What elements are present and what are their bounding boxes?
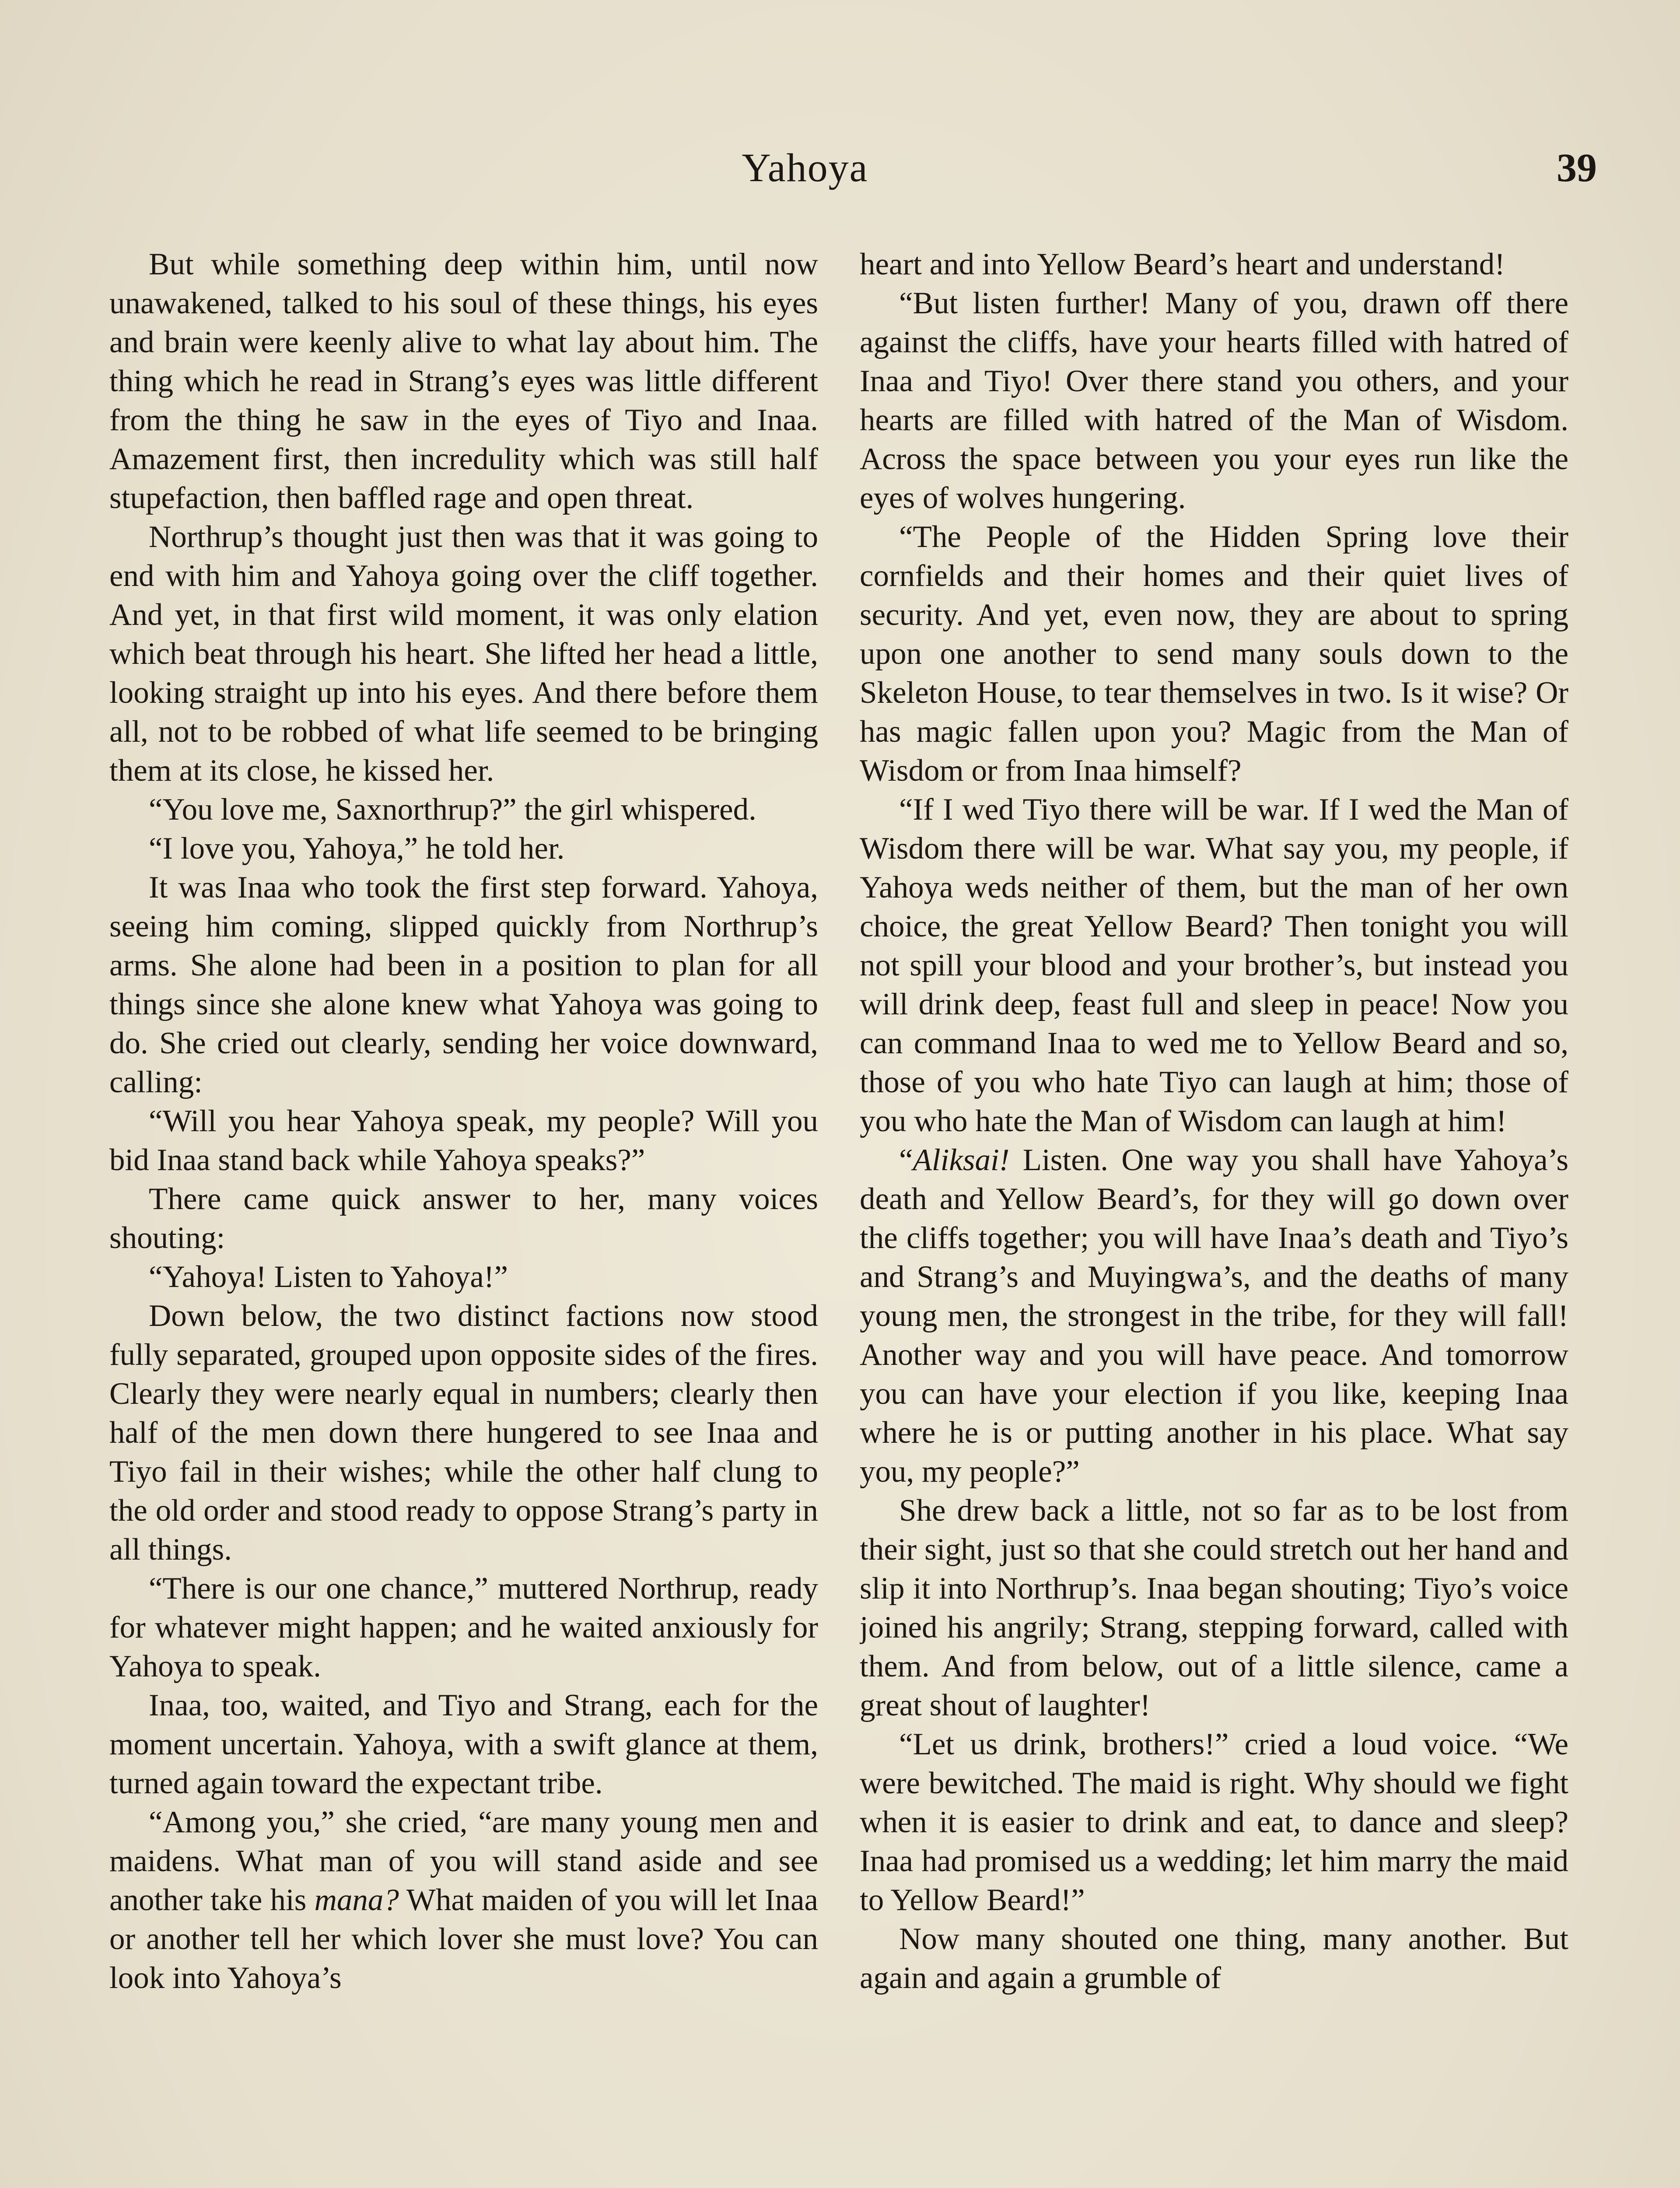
paragraph: There came quick answer to her, many voices shouting: [109, 1182, 818, 1255]
paragraph: “Let us drink, brothers!” cried a loud voice. “We were bewitched. The maid is right. Why should we fight when it is easier to drink and eat, to dance and sleep? Inaa had promised us a wedding; let him marry the maid to Yellow Beard!” [860, 1727, 1568, 1917]
paragraph: “But listen further! Many of you, drawn off there against the cliffs, have your hearts filled with hatred of Inaa and Tiyo! Over there stand you others, and your hearts are filled with hatred of the Man of Wisdom. Across the space between you your eyes run like the eyes of wolves hungering. [860, 286, 1568, 515]
running-head: Yahoya [742, 145, 868, 190]
left-text-column [109, 245, 818, 2188]
paragraph: “If I wed Tiyo there will be war. If I wed the Man of Wisdom there will be war. What say you, my people, if Yahoya weds neither of them, but the man of her own choice, the great Yellow Beard? Then tonight you will not spill your blood and your brother’s, but instead you will drink deep, feast full and sleep in peace! Now you can command Inaa to wed me to Yellow Beard and so, those of you who hate Tiyo can laugh at him; those of you who hate the Man of Wisdom can laugh at him! [860, 792, 1568, 1138]
paragraph: Down below, the two distinct factions now stood fully separated, grouped upon opposite sides of the fires. Clearly they were nearly equal in numbers; clearly then half of the men down there hungered to see Inaa and Tiyo fail in their wishes; while the other half clung to the old order and stood ready to oppose Strang’s party in all things. [109, 1299, 818, 1567]
paragraph: “I love you, Yahoya,” he told her. [149, 831, 565, 866]
paragraph: heart and into Yellow Beard’s heart and understand! [860, 247, 1505, 281]
paragraph: “Will you hear Yahoya speak, my people? Will you bid Inaa stand back while Yahoya speaks?” [109, 1104, 818, 1177]
paragraph: “Among you,” she cried, “are many young men and maidens. What man of you will stand aside and see another take his mana? What maiden of you will let Inaa or another tell her which lover she must love? You can look into Yahoya’s [109, 1805, 818, 1995]
page-number: 39 [1557, 145, 1597, 190]
paragraph: Northrup’s thought just then was that it was going to end with him and Yahoya going over the cliff together. And yet, in that first wild moment, it was only elation which beat through his heart. She lifted her head a little, looking straight up into his eyes. And there before them all, not to be robbed of what life seemed to be bringing them at its close, he kissed her. [109, 520, 818, 788]
paragraph: “There is our one chance,” muttered Northrup, ready for whatever might happen; and he waited anxiously for Yahoya to speak. [109, 1571, 818, 1683]
page-header [0, 144, 1680, 206]
paragraph: “You love me, Saxnorthrup?” the girl whispered. [149, 792, 756, 827]
paragraph: Now many shouted one thing, many another. But again and again a grumble of [860, 1922, 1568, 1995]
paragraph: Inaa, too, waited, and Tiyo and Strang, each for the moment uncertain. Yahoya, with a swift glance at them, turned again toward the expectant tribe. [109, 1688, 818, 1800]
paragraph: “Yahoya! Listen to Yahoya!” [149, 1260, 508, 1294]
paragraph: “Aliksai! Listen. One way you shall have Yahoya’s death and Yellow Beard’s, for they will go down over the cliffs together; you will have Inaa’s death and Tiyo’s and Strang’s and Muyingwa’s, and the deaths of many young men, the strongest in the tribe, for they will fall! Another way and you will have peace. And tomorrow you can have your election if you like, keeping Inaa where he is or putting another in his place. What say you, my people?” [860, 1143, 1568, 1489]
paragraph: It was Inaa who took the first step forward. Yahoya, seeing him coming, slipped quickly from Northrup’s arms. She alone had been in a position to plan for all things since she alone knew what Yahoya was going to do. She cried out clearly, sending her voice downward, calling: [109, 870, 818, 1099]
paragraph: “The People of the Hidden Spring love their cornfields and their homes and their quiet lives of security. And yet, even now, they are about to spring upon one another to send many souls down to the Skeleton House, to tear themselves in two. Is it wise? Or has magic fallen upon you? Magic from the Man of Wisdom or from Inaa himself? [860, 520, 1568, 788]
paragraph: But while something deep within him, until now unawakened, talked to his soul of these things, his eyes and brain were keenly alive to what lay about him. The thing which he read in Strang’s eyes was little different from the thing he saw in the eyes of Tiyo and Inaa. Amazement first, then incredulity which was still half stupefaction, then baffled rage and open threat. [109, 247, 818, 515]
paragraph: She drew back a little, not so far as to be lost from their sight, just so that she could stretch out her hand and slip it into Northrup’s. Inaa began shouting; Tiyo’s voice joined his angrily; Strang, stepping forward, called with them. And from below, out of a little silence, came a great shout of laughter! [860, 1494, 1568, 1722]
right-text-column [860, 245, 1568, 2188]
